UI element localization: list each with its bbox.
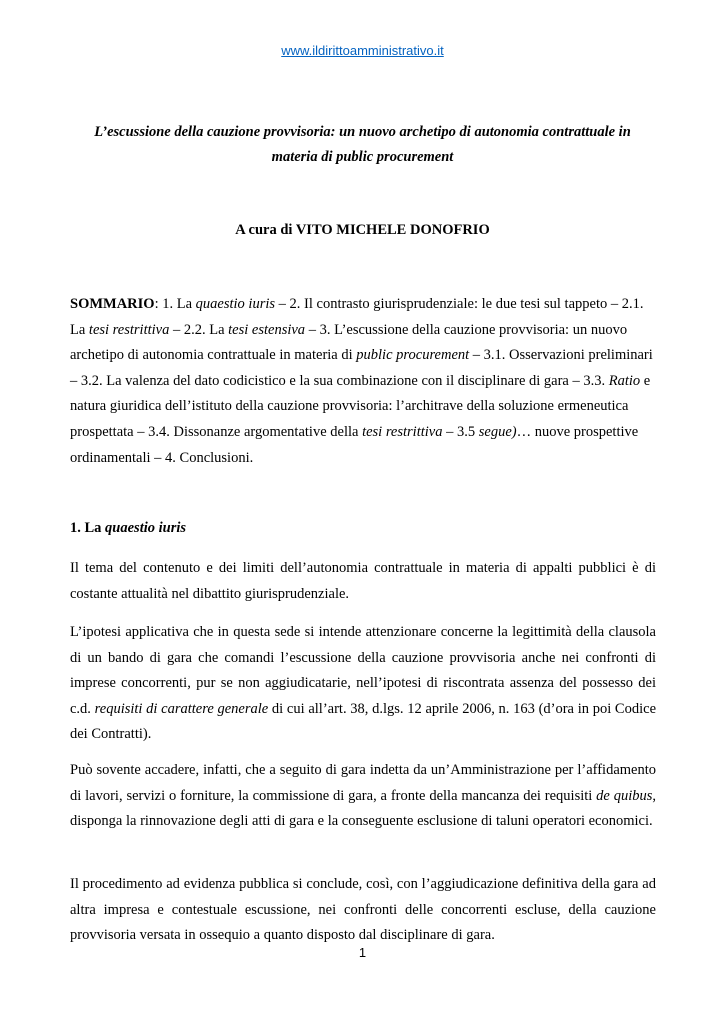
summary-italic: Ratio <box>608 372 641 389</box>
body-paragraph-2 <box>70 620 656 748</box>
paragraph-text: Può sovente accadere, infatti, che a seguito di gara indetta da un’Amministrazione per l’affidamento di lavori, servizi o forniture, la commissione di gara, a fronte della mancanza dei requisiti <box>70 762 656 804</box>
summary-text: – 2. Il contrasto giurisprudenziale: le due tesi sul tappeto – 2.1. La <box>70 296 644 338</box>
summary-paragraph <box>70 292 656 471</box>
summary-text: – 3.1. Osservazioni preliminari – 3.2. La valenza del dato codicistico e la sua combinazione con il disciplinare di gara – 3.3. <box>70 347 653 389</box>
summary-italic: tesi restrittiva <box>362 423 443 440</box>
paragraph-italic: de quibus <box>596 787 653 804</box>
paragraph-italic: requisiti di carattere generale <box>94 700 269 717</box>
summary-text: – 3. L’escussione della cauzione provvisoria: un nuovo archetipo di autonomia contrattuale in materia di <box>70 321 628 364</box>
body-paragraph-1: Il tema del contenuto e dei limiti dell’autonomia contrattuale in materia di appalti pubblici è di costante attualità nel dibattito giurisprudenziale. <box>70 560 656 602</box>
section-heading <box>70 520 186 537</box>
author-line <box>0 222 725 239</box>
paragraph-text: , disponga la rinnovazione degli atti di gara e la conseguente esclusione di taluni operatori economici. <box>70 787 656 830</box>
author-prefix: A cura di <box>235 222 293 238</box>
header-website-link[interactable]: www.ildirittoamministrativo.it <box>281 43 444 58</box>
summary-text: – 3.5 <box>442 423 479 440</box>
summary-text: : 1. La <box>154 296 196 312</box>
body-paragraph-4: Il procedimento ad evidenza pubblica si conclude, così, con l’aggiudicazione definitiva della gara ad altra impresa e contestuale escussione, nei confronti delle concorrenti escluse, della cauzione provvisoria versata in ossequio a quanto disposto dal disciplinare di gara. <box>70 876 656 944</box>
summary-italic: segue) <box>478 423 517 440</box>
summary-italic: public procurement <box>356 347 470 364</box>
summary-label: SOMMARIO <box>70 296 155 312</box>
summary-text: e natura giuridica dell’istituto della cauzione provvisoria: l’architrave della soluzione ermeneutica prospettata – 3.4. Dissonanze argomentative della <box>70 372 651 440</box>
page-number: 1 <box>358 945 367 960</box>
author-name: VITO MICHELE DONOFRIO <box>295 222 490 238</box>
paragraph-text: di cui all’art. 38, d.lgs. 12 aprile 2006, n. 163 (d’ora in poi Codice dei Contratti). <box>70 700 657 743</box>
summary-italic: tesi estensiva <box>228 321 306 338</box>
paragraph-text: L’ipotesi applicativa che in questa sede si intende attenzionare concerne la legittimità della clausola di un bando di gara che comandi l’escussione della cauzione provvisoria anche nei confronti di imprese concorrenti, pur se non aggiudicatarie, nell’ipotesi di riscontrata assenza del possesso dei c.d. <box>70 624 656 717</box>
section-heading-prefix: 1. La <box>70 520 106 536</box>
summary-text: – 2.2. La <box>169 321 229 338</box>
summary-text: … nuove prospettive ordinamentali – 4. Conclusioni. <box>70 423 639 466</box>
section-heading-italic: quaestio iuris <box>105 520 187 536</box>
document-title: L’escussione della cauzione provvisoria: un nuovo archetipo di autonomia contrattuale in materia di public procurement <box>94 124 631 165</box>
summary-italic: quaestio iuris <box>195 296 276 312</box>
body-paragraph-3 <box>70 758 656 835</box>
summary-italic: tesi restrittiva <box>88 321 170 338</box>
